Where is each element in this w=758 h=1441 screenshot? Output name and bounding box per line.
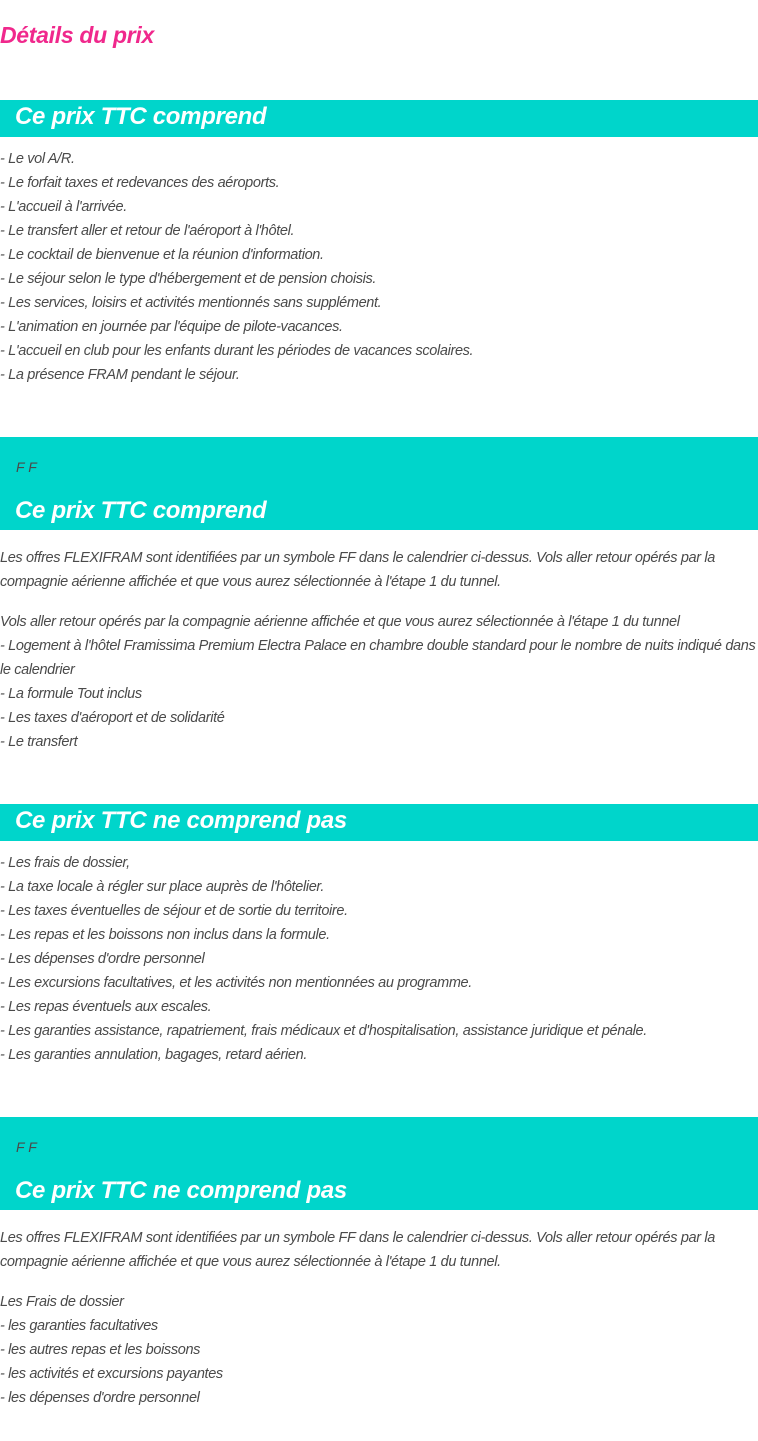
ff-not-included-intro: Les offres FLEXIFRAM sont identifiées par un symbole FF dans le calendrier ci-dessus. Vols aller retour opérés par la compagnie aérienne affichée et que vous aurez sélectionnée à l'étape 1 du tunnel. <box>0 1230 716 1270</box>
list-item: Les Frais de dossier <box>0 1294 124 1310</box>
section-included-list <box>0 147 758 387</box>
section-ff-included-list <box>0 610 758 754</box>
section-not-included-list <box>0 851 758 1067</box>
list-item: - Le transfert <box>0 734 78 750</box>
section-ff-included-title: Ce prix TTC comprend <box>15 497 267 524</box>
list-item: - Logement à l'hôtel Framissima Premium Electra Palace en chambre double standard pour le nombre de nuits indiqué dans le calendrier <box>0 638 756 678</box>
list-item: - Les taxes éventuelles de séjour et de sortie du territoire. <box>0 903 348 919</box>
list-item: - les garanties facultatives <box>0 1318 158 1334</box>
section-included-header <box>0 100 758 137</box>
ff-included-intro: Les offres FLEXIFRAM sont identifiées par un symbole FF dans le calendrier ci-dessus. Vols aller retour opérés par la compagnie aérienne affichée et que vous aurez sélectionnée à l'étape 1 du tunnel. <box>0 550 716 590</box>
ff-tag: F F <box>16 1139 37 1155</box>
list-item: - Le séjour selon le type d'hébergement et de pension choisis. <box>0 271 377 287</box>
section-ff-not-included-header <box>0 1117 758 1210</box>
list-item: - Le forfait taxes et redevances des aéroports. <box>0 175 280 191</box>
list-item: - La présence FRAM pendant le séjour. <box>0 367 240 383</box>
list-item: - Le vol A/R. <box>0 151 75 167</box>
list-item: - L'accueil à l'arrivée. <box>0 199 127 215</box>
list-item: - Les dépenses d'ordre personnel <box>0 951 205 967</box>
list-item: - Le transfert aller et retour de l'aéroport à l'hôtel. <box>0 223 295 239</box>
list-item: - Les repas et les boissons non inclus dans la formule. <box>0 927 330 943</box>
section-ff-not-included-title: Ce prix TTC ne comprend pas <box>15 1177 347 1204</box>
section-ff-not-included-list <box>0 1290 758 1410</box>
ff-tag: F F <box>16 459 37 475</box>
section-ff-included-header <box>0 437 758 530</box>
list-item: - La formule Tout inclus <box>0 686 142 702</box>
list-item: - les autres repas et les boissons <box>0 1342 201 1358</box>
section-included-title: Ce prix TTC comprend <box>15 103 267 130</box>
list-item: - L'accueil en club pour les enfants durant les périodes de vacances scolaires. <box>0 343 474 359</box>
list-item: - Le cocktail de bienvenue et la réunion d'information. <box>0 247 324 263</box>
list-item: Vols aller retour opérés par la compagnie aérienne affichée et que vous aurez sélectionnée à l'étape 1 du tunnel <box>0 614 680 630</box>
page-title: Détails du prix <box>0 22 154 48</box>
list-item: - Les services, loisirs et activités mentionnés sans supplément. <box>0 295 382 311</box>
list-item: - Les excursions facultatives, et les activités non mentionnées au programme. <box>0 975 472 991</box>
list-item: - La taxe locale à régler sur place auprès de l'hôtelier. <box>0 879 325 895</box>
list-item: - L'animation en journée par l'équipe de pilote-vacances. <box>0 319 343 335</box>
list-item: - Les frais de dossier, <box>0 855 130 871</box>
list-item: - les activités et excursions payantes <box>0 1366 223 1382</box>
list-item: - les dépenses d'ordre personnel <box>0 1390 200 1406</box>
list-item: - Les repas éventuels aux escales. <box>0 999 212 1015</box>
section-not-included-header <box>0 804 758 841</box>
list-item: - Les taxes d'aéroport et de solidarité <box>0 710 225 726</box>
list-item: - Les garanties annulation, bagages, retard aérien. <box>0 1047 308 1063</box>
section-not-included-title: Ce prix TTC ne comprend pas <box>15 807 347 834</box>
list-item: - Les garanties assistance, rapatriement, frais médicaux et d'hospitalisation, assistance juridique et pénale. <box>0 1023 647 1039</box>
